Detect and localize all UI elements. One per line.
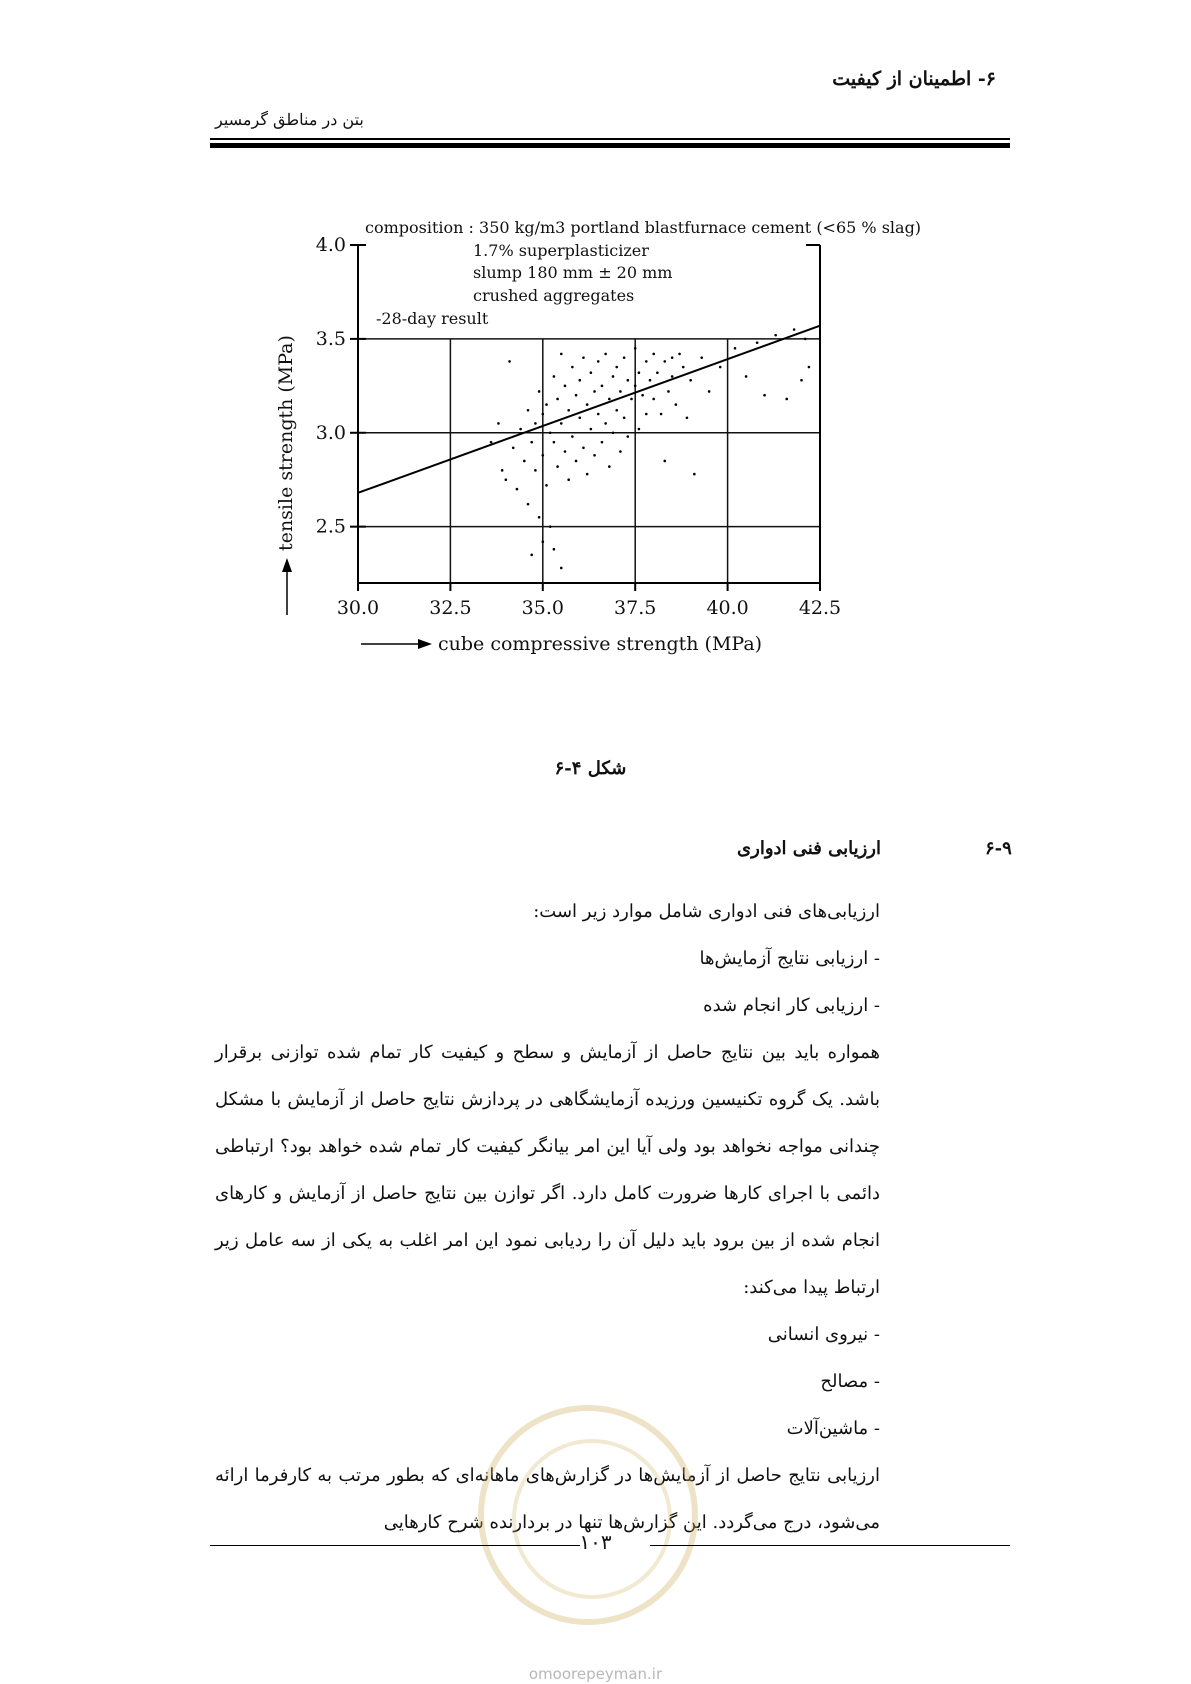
data-point [590, 371, 593, 374]
list-item: - ارزیابی کار انجام شده [703, 995, 880, 1016]
data-point [538, 390, 541, 393]
data-point [560, 567, 563, 570]
data-point [564, 450, 567, 453]
data-point [671, 356, 674, 359]
x-tick-label: 30.0 [336, 597, 380, 619]
data-point [538, 516, 541, 519]
page-number: ۱۰۳ [579, 1530, 612, 1554]
y-tick-label: 3.5 [315, 327, 346, 350]
data-point [693, 473, 696, 476]
data-point [519, 428, 522, 431]
data-point [615, 366, 618, 369]
data-point [645, 360, 648, 363]
data-point [582, 356, 585, 359]
data-point [575, 394, 578, 397]
data-point [578, 416, 581, 419]
data-point [719, 366, 722, 369]
data-point [571, 435, 574, 438]
list-item: - ماشین‌آلات [786, 1418, 880, 1439]
data-point [575, 460, 578, 463]
data-point [542, 540, 545, 543]
data-point [623, 416, 626, 419]
x-tick-label: 32.5 [429, 597, 472, 619]
data-point [649, 379, 652, 382]
data-point [556, 465, 559, 468]
data-point [512, 447, 515, 450]
data-point [638, 371, 641, 374]
data-point [763, 394, 766, 397]
data-point [656, 371, 659, 374]
trend-line [358, 326, 820, 493]
data-point [686, 416, 689, 419]
x-tick-label: 35.0 [521, 597, 564, 619]
paragraph: ارزیابی نتایج حاصل از آزمایش‌ها در گزارش‌های ماهانه‌ای که بطور مرتب به کارفرما ارائه می‌شود، درج می‌گردد. این گزارش‌ها تنها در بردارنده شرح کارهایی [215, 1465, 880, 1533]
header-rule-thin [210, 138, 1010, 140]
data-point [623, 356, 626, 359]
data-point [586, 403, 589, 406]
data-point [619, 450, 622, 453]
data-point [615, 409, 618, 412]
data-point [634, 347, 637, 350]
data-point [612, 431, 615, 434]
data-point [556, 398, 559, 401]
y-axis-arrow-head [282, 558, 292, 572]
data-point [582, 447, 585, 450]
data-point [542, 413, 545, 416]
data-point [534, 422, 537, 425]
data-point [708, 390, 711, 393]
data-point [516, 488, 519, 491]
data-point [774, 334, 777, 337]
data-point [627, 379, 630, 382]
data-point [534, 469, 537, 472]
data-point [571, 366, 574, 369]
annotation-superplasticizer: 1.7% superplasticizer [473, 241, 649, 260]
data-point [597, 413, 600, 416]
data-point [530, 441, 533, 444]
data-point [590, 428, 593, 431]
data-point [527, 503, 530, 506]
data-point [586, 473, 589, 476]
data-point [542, 454, 545, 457]
paragraph: ارزیابی‌های فنی ادواری شامل موارد زیر است: [533, 901, 880, 922]
data-point [793, 328, 796, 331]
annotation-28-day: -28-day result [376, 309, 489, 328]
data-point [553, 548, 556, 551]
paragraph: همواره باید بین نتایج حاصل از آزمایش و سطح و کیفیت کار تمام شده توازنی برقرار باشد. یک گروه تکنیسین ورزیده آزمایشگاهی در پردازش نتایج حاصل از آزمایش با مشکل چندانی مواجه نخواهد بود ولی آیا این امر بیانگر کیفیت کار تمام شده خواهد بود؟ ارتباطی دائمی با اجرای کارها ضرورت کامل دارد. اگر توازن بین نتایج حاصل از آزمایش و کارهای انجام شده از بین برود باید دلیل آن را ردیابی نمود این امر اغلب به یکی از سه عامل زیر ارتباط پیدا می‌کند: [215, 1042, 880, 1298]
data-point [675, 403, 678, 406]
list-item: - مصالح [820, 1371, 880, 1392]
figure-caption: شکل ۴-۶ [554, 758, 627, 779]
y-axis-label: tensile strength (MPa) [275, 335, 297, 551]
data-point [627, 435, 630, 438]
x-tick-label: 42.5 [798, 597, 842, 619]
data-point [638, 428, 641, 431]
data-point [667, 390, 670, 393]
data-point [645, 413, 648, 416]
data-point [545, 484, 548, 487]
data-point [785, 398, 788, 401]
data-point [756, 341, 759, 344]
data-point [578, 379, 581, 382]
data-point [604, 353, 607, 356]
annotation-composition: composition : 350 kg/m3 portland blastfurnace cement (<65 % slag) [365, 218, 922, 237]
data-point [608, 465, 611, 468]
data-point [700, 356, 703, 359]
book-title: بتن در مناطق گرمسیر [215, 110, 364, 129]
x-tick-label: 37.5 [614, 597, 657, 619]
annotation-aggregates: crushed aggregates [473, 286, 635, 305]
data-point [734, 347, 737, 350]
data-point [689, 379, 692, 382]
data-point [545, 403, 548, 406]
data-point [530, 554, 533, 557]
data-point [593, 454, 596, 457]
data-point [804, 338, 807, 341]
data-point [671, 375, 674, 378]
annotation-slump: slump 180 mm ± 20 mm [473, 263, 673, 282]
data-point [560, 353, 563, 356]
x-tick-label: 40.0 [706, 597, 749, 619]
section-number: ۶-۹ [985, 838, 1012, 859]
scatter-chart [275, 218, 922, 685]
header-rule-thick [210, 143, 1010, 148]
data-point [612, 375, 615, 378]
data-point [619, 390, 622, 393]
y-tick-label: 4.0 [315, 234, 346, 256]
data-point [560, 422, 563, 425]
data-point [567, 478, 570, 481]
x-axis-label: cube compressive strength (MPa) [438, 633, 763, 655]
data-point [601, 385, 604, 388]
chapter-title: ۶- اطمینان از کیفیت [832, 68, 996, 90]
data-point [608, 398, 611, 401]
data-point [745, 375, 748, 378]
watermark-seal [478, 1405, 698, 1625]
section-title: ارزیابی فنی ادواری [737, 838, 881, 859]
data-point [593, 390, 596, 393]
data-point [549, 525, 552, 528]
data-point [630, 398, 633, 401]
data-point [641, 394, 644, 397]
data-point [652, 398, 655, 401]
data-point [597, 360, 600, 363]
y-tick-label: 3.0 [315, 421, 346, 444]
data-point [501, 469, 504, 472]
data-point [660, 413, 663, 416]
data-point [604, 422, 607, 425]
data-point [663, 460, 666, 463]
data-point [505, 478, 508, 481]
data-point [527, 409, 530, 412]
data-point [663, 360, 666, 363]
data-point [553, 441, 556, 444]
list-item: - نیروی انسانی [767, 1324, 880, 1345]
data-point [508, 360, 511, 363]
data-point [678, 353, 681, 356]
y-tick-label: 2.5 [315, 515, 346, 538]
data-point [490, 441, 493, 444]
data-point [523, 460, 526, 463]
data-point [567, 409, 570, 412]
data-point [682, 366, 685, 369]
data-point [800, 379, 803, 382]
data-point [652, 353, 655, 356]
data-point [564, 385, 567, 388]
data-point [808, 366, 811, 369]
data-point [634, 385, 637, 388]
data-point [549, 431, 552, 434]
list-item: - ارزیابی نتایج آزمایش‌ها [699, 948, 880, 969]
data-point [497, 422, 500, 425]
watermark-text: omoorepeyman.ir [528, 1665, 663, 1683]
data-point [601, 441, 604, 444]
data-point [553, 375, 556, 378]
x-axis-arrow-head [418, 639, 432, 649]
